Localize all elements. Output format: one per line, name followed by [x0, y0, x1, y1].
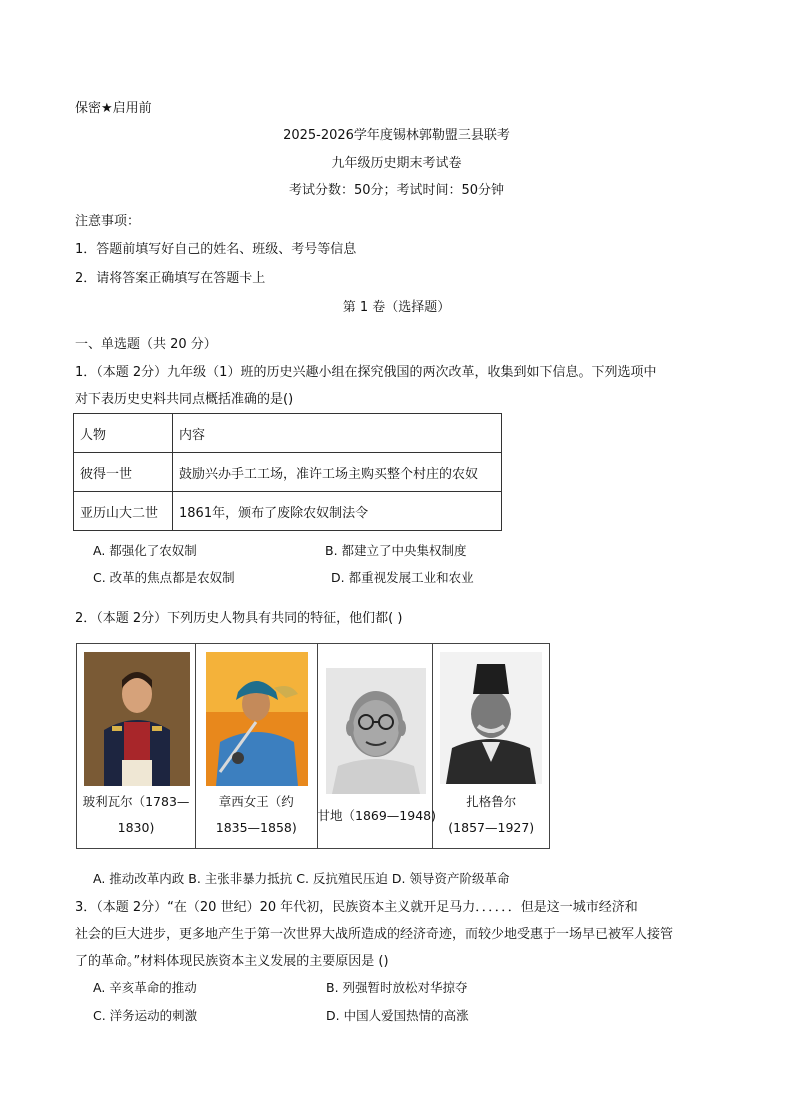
q2-options[interactable]: A. 推动改革内政 B. 主张非暴力抵抗 C. 反抗殖民压迫 D. 领导资产阶级革命: [93, 871, 510, 886]
q2-stem: 2．（本题 2分）下列历史人物具有共同的特征，他们都( ): [75, 611, 403, 626]
portrait-gandhi: [326, 668, 426, 794]
figure-caption: 1830): [117, 820, 155, 835]
figure-caption: 扎格鲁尔: [466, 794, 517, 809]
volume-heading: 第 1 卷（选择题）: [342, 300, 451, 315]
confidential-mark: 保密★启用前: [75, 101, 152, 116]
q3-option-b[interactable]: B. 列强暂时放松对华掠夺: [326, 980, 468, 995]
q1-table: [73, 413, 502, 531]
exam-info: 考试分数：50分；考试时间：50分钟: [288, 183, 505, 198]
figure-zaghlul: [433, 644, 549, 848]
exam-subtitle: 九年级历史期末考试卷: [331, 156, 462, 171]
q1-stem-line2: 对下表历史史料共同点概括准确的是(): [75, 392, 294, 407]
q1-option-a[interactable]: A. 都强化了农奴制: [93, 543, 197, 558]
table-cell: 鼓励兴办手工工场，准许工场主购买整个村庄的农奴: [173, 453, 502, 492]
q3-stem-line2: 社会的巨大进步，更多地产生于第一次世界大战所造成的经济奇迹，而较少地受惠于一场早已被军人接管: [75, 927, 674, 942]
figure-caption: 玻利瓦尔（1783—: [82, 794, 190, 809]
figure-bolivar: [77, 644, 196, 848]
q3-option-a[interactable]: A. 辛亥革命的推动: [93, 980, 197, 995]
table-cell: 亚历山大二世: [74, 492, 173, 531]
notes-heading: 注意事项：: [75, 214, 141, 229]
table-row: [74, 492, 502, 531]
portrait-zaghlul: [440, 652, 542, 784]
q2-figure-panel: [76, 643, 550, 849]
q3-option-c[interactable]: C. 洋务运动的刺激: [93, 1008, 198, 1023]
portrait-bolivar: [84, 652, 190, 786]
figure-gandhi: [318, 644, 434, 848]
q1-stem-line1: 1．（本题 2分）九年级（1）班的历史兴趣小组在探究俄国的两次改革，收集到如下信息。下列选项中: [75, 365, 657, 380]
table-row: [74, 453, 502, 492]
notes-item-1: 1．答题前填写好自己的姓名、班级、考号等信息: [75, 242, 357, 257]
table-header-cell: 内容: [173, 414, 502, 453]
figure-caption: 1835—1858): [215, 820, 297, 835]
figure-caption: 甘地（1869—1948): [317, 808, 436, 823]
q3-stem-line1: 3．（本题 2分）“在（20 世纪）20 年代初，民族资本主义就开足马力．．．．．．但是这一城市经济和: [75, 900, 638, 915]
table-header-cell: 人物: [74, 414, 173, 453]
figure-caption: (1857—1927): [448, 820, 535, 835]
figure-rani-jhansi: [196, 644, 318, 848]
q1-option-b[interactable]: B. 都建立了中央集权制度: [325, 543, 467, 558]
portrait-rani-jhansi: [206, 652, 308, 786]
q1-option-c[interactable]: C. 改革的焦点都是农奴制: [93, 570, 235, 585]
table-cell: 彼得一世: [74, 453, 173, 492]
exam-title: 2025-2026学年度锡林郭勒盟三县联考: [283, 128, 510, 143]
q1-option-d[interactable]: D. 都重视发展工业和农业: [331, 570, 474, 585]
table-cell: 1861年，颁布了废除农奴制法令: [173, 492, 502, 531]
table-header-row: [74, 414, 502, 453]
q3-option-d[interactable]: D. 中国人爱国热情的高涨: [326, 1008, 469, 1023]
q3-stem-line3: 了的革命。”材料体现民族资本主义发展的主要原因是 (): [75, 954, 389, 969]
notes-item-2: 2．请将答案正确填写在答题卡上: [75, 271, 266, 286]
section-heading: 一、单选题（共 20 分）: [75, 337, 217, 352]
figure-caption: 章西女王（约: [218, 794, 294, 809]
